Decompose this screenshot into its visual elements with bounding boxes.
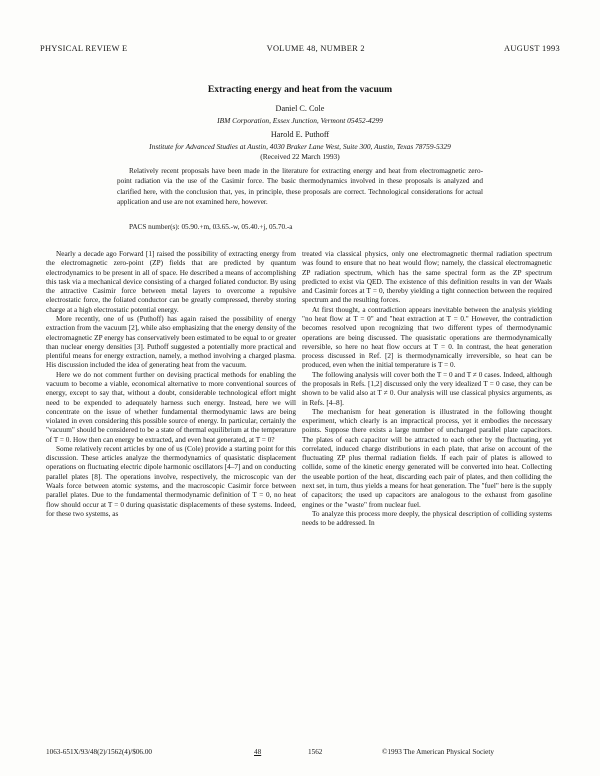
copyright-notice: ©1993 The American Physical Society (382, 748, 494, 756)
paragraph: The following analysis will cover both the T = 0 and T ≠ 0 cases. Indeed, although the proposals in Refs. [1,2] discussed only the very idealized T = 0 case, they can be shown to be valid also at T ≠ 0. Our analysis will use classical physics arguments, as in Refs. [4–8]. (302, 370, 552, 407)
abstract-text: Relatively recent proposals have been made in the literature for extracting energy and heat from electromagnetic zero-point radiation via the use of the Casimir force. The basic thermodynamics involved in these proposals is analyzed and clarified here, with the conclusion that, yes, in principle, these proposals are correct. Technological considerations for actual application and use are not examined here, however. (117, 167, 483, 207)
received-date: (Received 22 March 1993) (260, 152, 340, 161)
abstract (117, 166, 483, 208)
author-affiliation: IBM Corporation, Essex Junction, Vermont 05452-4299 (217, 116, 383, 125)
paragraph: To analyze this process more deeply, the physical description of colliding systems needs to be addressed. In (302, 509, 552, 528)
paragraph: Some relatively recent articles by one of us (Cole) provide a starting point for this discussion. These articles analyze the thermodynamics of quasistatic displacement operations on fluctuating electric dipole harmonic oscillators [4–7] and on conducting parallel plates [8]. The operations involve, respectively, the microscopic van der Waals force between atomic systems, and the macroscopic Casimir force between parallel plates. Due to the fundamental thermodynamic definition of T = 0, no heat flow should occur at T = 0 during quasistatic displacements of these systems. Indeed, for these two systems, as (46, 444, 296, 518)
journal-name: PHYSICAL REVIEW E (40, 44, 128, 53)
paragraph: Here we do not comment further on devising practical methods for enabling the vacuum to become a viable, economical alternative to more conventional sources of energy, except to say that, without a doubt, considerable technological effort might need to be expended to adequately harness such energy. Instead, here we will concentrate on the issue of whether fundamental thermodynamic laws are being violated in even considering this possible source of energy. In particular, certainly the "vacuum" should be considered to be a state of thermal equilibrium at the temperature of T = 0. How then can energy be extracted, and even heat generated, at T = 0? (46, 370, 296, 444)
pacs-numbers: PACS number(s): 05.90.+m, 03.65.-w, 05.40.+j, 05.70.-a (129, 223, 293, 231)
right-column (302, 250, 552, 528)
paragraph: The mechanism for heat generation is illustrated in the following thought experiment, which clearly is an impractical process, yet it embodies the necessary points. Suppose there exists a large number of uncharged parallel plate capacitors. The plates of each capacitor will be attracted to each other by the fluctuating, yet correlated, induced charge distributions in each plate, that arise on account of the fluctuating ZP plus thermal radiation fields. If each pair of plates is allowed to collide, some of the kinetic energy generated will be converted into heat. Collecting the useable portion of the heat, discarding each pair of plates, and then colliding the next set, in turn, thus yields a means for heat generation. The "fuel" here is the supply of capacitors; the used up capacitors are analogous to the exhaust from gasoline engines or the "waste" from nuclear fuel. (302, 407, 552, 509)
volume-number: VOLUME 48, NUMBER 2 (266, 44, 365, 53)
running-head (40, 44, 560, 53)
paragraph: At first thought, a contradiction appears inevitable between the analysis yielding "no heat flow at T = 0" and "heat extraction at T = 0." However, the contradiction becomes resolved upon recognizing that two different types of thermodynamic operations are being discussed. The quasistatic operations are thermodynamically reversible, so here no heat flow occurs at T = 0. In contrast, the heat generation process discussed in Ref. [2] is thermodynamically irreversible, so heat can be produced, even when the initial temperature is T = 0. (302, 305, 552, 370)
issn-code: 1063-651X/93/48(2)/1562(4)/$06.00 (46, 748, 153, 756)
author-affiliation: Institute for Advanced Studies at Austin, 4030 Braker Lane West, Suite 300, Austin, Texas 78759-5329 (149, 142, 451, 151)
paragraph: treated via classical physics, only one electromagnetic thermal radiation spectrum was found to ensure that no heat would flow; namely, the classical electromagnetic ZP radiation spectrum, which has the same spectral form as the ZP spectrum predicted to exist via QED. The existence of this definition results in van der Waals and Casimir forces at T = 0, thereby yielding a tight connection between the required spectrum and the resulting forces. (302, 250, 552, 305)
author-name: Harold E. Puthoff (270, 130, 330, 139)
page-number: 1562 (308, 748, 323, 756)
issue-date: AUGUST 1993 (504, 44, 560, 53)
author-name: Daniel C. Cole (275, 104, 325, 113)
article-title: Extracting energy and heat from the vacuum (207, 84, 393, 95)
paragraph: More recently, one of us (Puthoff) has again raised the possibility of energy extraction from the vacuum [2], while also emphasizing that the energy density of the electromagnetic ZP energy has conservatively been estimated to be equal to or greater than nuclear energy densities [3]. Puthoff suggested a potentially more practical and plentiful means for energy extraction, namely, a method involving a charged plasma. His discussion included the idea of generating heat from the vacuum. (46, 314, 296, 370)
left-column (46, 250, 296, 519)
paragraph: Nearly a decade ago Forward [1] raised the possibility of extracting energy from the electromagnetic zero-point (ZP) fields that are predicted by quantum electrodynamics to be present in all of space. He described a means of accomplishing this task via a mechanical device consisting of a charged foliated conductor. By using the attractive Casimir force between metal layers to overcome a repulsive electrostatic force, the foliated conductor can be greatly compressed, thereby storing charge at a high electrostatic potential energy. (46, 250, 296, 314)
volume-page-number: 48 (254, 748, 262, 756)
